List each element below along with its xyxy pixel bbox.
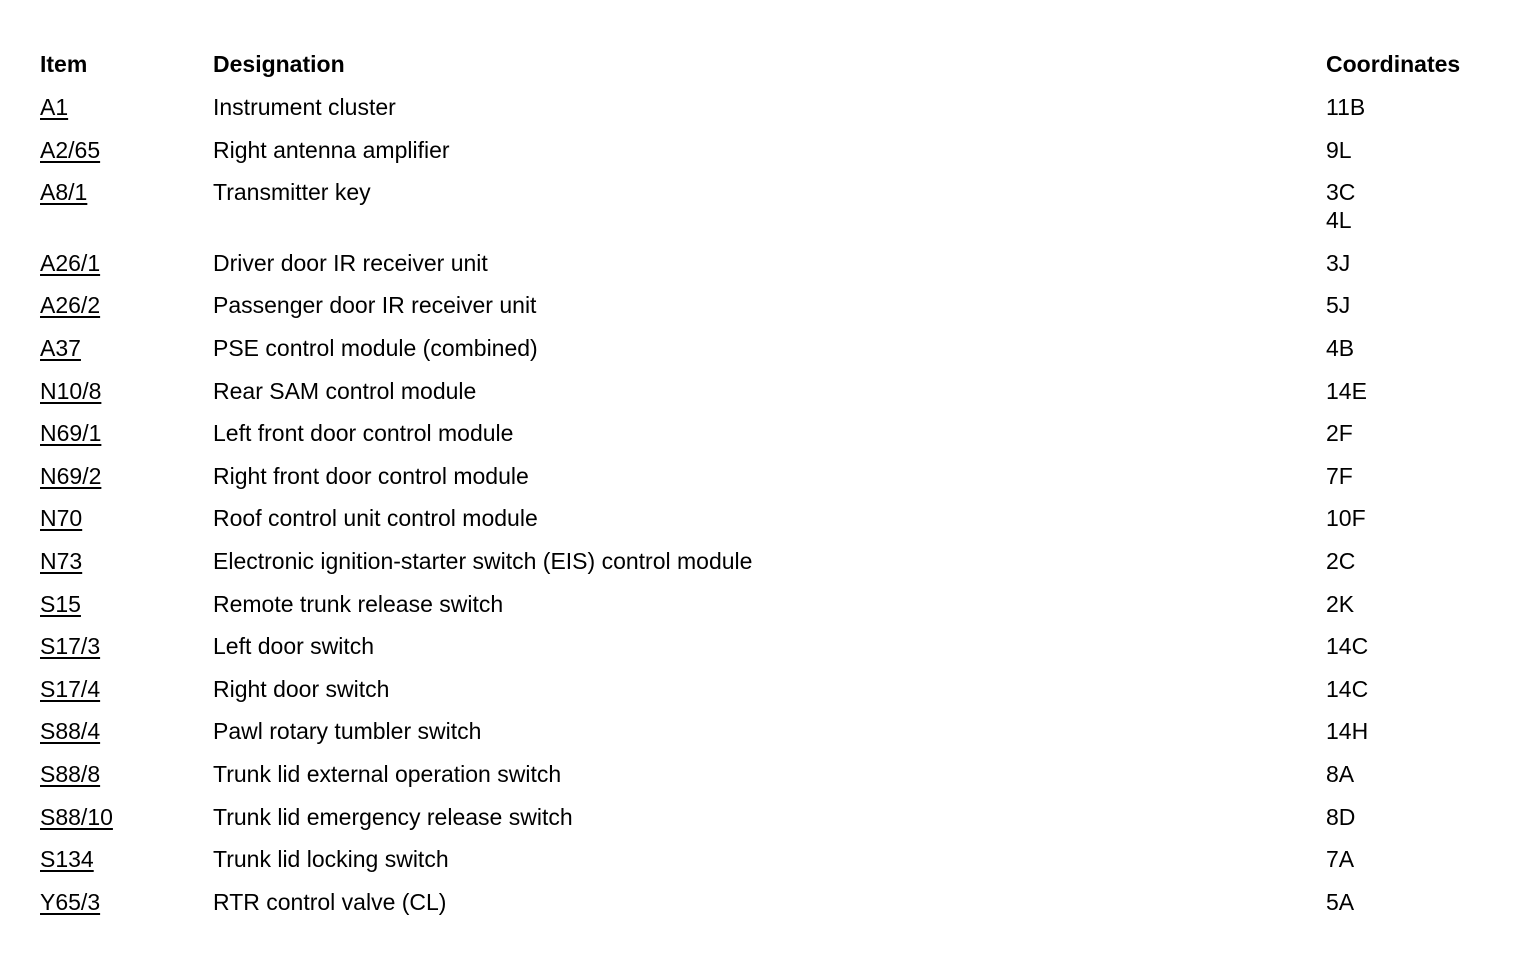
coordinates-cell — [1326, 419, 1500, 447]
item-link[interactable]: A2/65 — [40, 136, 101, 163]
designation-cell: Trunk lid external operation switch — [213, 760, 562, 787]
coordinate-value: 2F — [1326, 420, 1353, 447]
coordinates-cell — [1326, 632, 1500, 660]
item-link[interactable]: N73 — [40, 547, 83, 574]
table-row — [40, 760, 1500, 788]
designation-cell: Pawl rotary tumbler switch — [213, 718, 482, 745]
designation-cell: Rear SAM control module — [213, 377, 477, 404]
coordinate-value: 8D — [1326, 803, 1356, 830]
coordinate-value: 14H — [1326, 718, 1369, 745]
item-link[interactable]: S88/10 — [40, 803, 113, 830]
coordinates-cell — [1326, 136, 1500, 164]
item-cell — [40, 803, 213, 831]
designation-cell: Remote trunk release switch — [213, 590, 504, 617]
designation-cell: Left door switch — [213, 633, 375, 660]
coordinates-cell — [1326, 377, 1500, 405]
item-cell — [40, 717, 213, 745]
table-row — [40, 803, 1500, 831]
item-cell — [40, 462, 213, 490]
item-link[interactable]: S17/3 — [40, 633, 101, 660]
item-link[interactable]: A1 — [40, 94, 69, 120]
item-cell — [40, 590, 213, 618]
coordinate-value: 2C — [1326, 547, 1356, 574]
item-link[interactable]: S88/4 — [40, 718, 101, 745]
table-row — [40, 462, 1500, 490]
coordinate-value: 7F — [1326, 462, 1353, 489]
coordinates-cell — [1326, 845, 1500, 873]
table-row — [40, 504, 1500, 532]
designation-cell: Right antenna amplifier — [213, 136, 450, 163]
item-cell — [40, 334, 213, 362]
item-cell — [40, 760, 213, 788]
table-row — [40, 888, 1500, 916]
coordinates-cell — [1326, 717, 1500, 745]
designation-cell: Left front door control module — [213, 420, 514, 447]
coordinates-cell — [1326, 675, 1500, 703]
coordinates-cell — [1326, 547, 1500, 575]
coordinates-cell — [1326, 178, 1500, 234]
item-cell — [40, 504, 213, 532]
designation-cell: Transmitter key — [213, 179, 371, 206]
designation-cell: Instrument cluster — [213, 94, 396, 120]
coordinate-value: 3C — [1326, 179, 1356, 206]
item-link[interactable]: S17/4 — [40, 675, 101, 702]
item-link[interactable]: N69/2 — [40, 462, 102, 489]
item-link[interactable]: Y65/3 — [40, 888, 101, 915]
table-row — [40, 419, 1500, 447]
item-link[interactable]: S134 — [40, 846, 94, 873]
item-cell — [40, 888, 213, 916]
designation-cell: Trunk lid locking switch — [213, 846, 449, 873]
item-link[interactable]: A8/1 — [40, 179, 88, 206]
table-row — [40, 136, 1500, 164]
coordinate-value: 4B — [1326, 334, 1355, 361]
item-cell — [40, 845, 213, 873]
coordinates-cell — [1326, 888, 1500, 916]
table-row — [40, 93, 1500, 121]
table-row — [40, 717, 1500, 745]
designation-cell: Trunk lid emergency release switch — [213, 803, 573, 830]
item-link[interactable]: A37 — [40, 334, 81, 361]
header-item: Item — [40, 51, 88, 77]
item-link[interactable]: N10/8 — [40, 377, 102, 404]
item-cell — [40, 249, 213, 277]
coordinates-cell — [1326, 462, 1500, 490]
coordinates-cell — [1326, 93, 1500, 121]
header-coordinates: Coordinates — [1326, 51, 1461, 77]
coordinate-value: 14C — [1326, 633, 1369, 660]
table-row — [40, 590, 1500, 618]
item-cell — [40, 632, 213, 660]
table-row — [40, 334, 1500, 362]
designation-cell: Right front door control module — [213, 462, 529, 489]
item-link[interactable]: N69/1 — [40, 420, 102, 447]
coordinate-value: 14C — [1326, 675, 1369, 702]
designation-cell: Roof control unit control module — [213, 505, 538, 532]
item-link[interactable]: A26/1 — [40, 249, 101, 276]
table-row — [40, 547, 1500, 575]
table-row — [40, 632, 1500, 660]
coordinate-value: 2K — [1326, 590, 1355, 617]
table-row — [40, 291, 1500, 319]
item-cell — [40, 291, 213, 319]
item-cell — [40, 675, 213, 703]
coordinate-value: 14E — [1326, 377, 1367, 404]
item-cell — [40, 547, 213, 575]
coordinate-value: 11B — [1326, 94, 1366, 120]
item-cell — [40, 178, 213, 206]
designation-cell: Passenger door IR receiver unit — [213, 292, 537, 319]
coordinate-value: 10F — [1326, 505, 1366, 532]
item-cell — [40, 377, 213, 405]
coordinate-value: 5A — [1326, 888, 1355, 915]
table-row — [40, 249, 1500, 277]
coordinates-cell — [1326, 760, 1500, 788]
designation-cell: RTR control valve (CL) — [213, 888, 447, 915]
coordinate-value: 7A — [1326, 846, 1355, 873]
designation-cell: Right door switch — [213, 675, 390, 702]
coordinate-value: 3J — [1326, 249, 1351, 276]
component-legend-table — [40, 50, 1500, 930]
table-header-row — [40, 50, 1500, 78]
item-cell — [40, 419, 213, 447]
header-designation: Designation — [213, 51, 345, 77]
coordinates-cell — [1326, 803, 1500, 831]
item-link[interactable]: S88/8 — [40, 760, 101, 787]
coordinates-cell — [1326, 291, 1500, 319]
coordinates-cell — [1326, 249, 1500, 277]
table-body — [40, 93, 1500, 916]
designation-cell: Electronic ignition-starter switch (EIS) control module — [213, 547, 753, 574]
coordinate-value: 9L — [1326, 136, 1352, 163]
coordinate-value: 8A — [1326, 760, 1355, 787]
designation-cell: Driver door IR receiver unit — [213, 249, 488, 276]
item-link[interactable]: A26/2 — [40, 292, 101, 319]
table-row — [40, 845, 1500, 873]
item-cell — [40, 136, 213, 164]
coordinate-value: 4L — [1326, 207, 1352, 234]
item-link[interactable]: S15 — [40, 590, 81, 617]
item-link[interactable]: N70 — [40, 505, 83, 532]
table-row — [40, 675, 1500, 703]
coordinates-cell — [1326, 504, 1500, 532]
coordinates-cell — [1326, 590, 1500, 618]
coordinate-value: 5J — [1326, 292, 1351, 319]
coordinates-cell — [1326, 334, 1500, 362]
table-row — [40, 178, 1500, 234]
designation-cell: PSE control module (combined) — [213, 334, 538, 361]
table-row — [40, 377, 1500, 405]
item-cell — [40, 93, 213, 121]
